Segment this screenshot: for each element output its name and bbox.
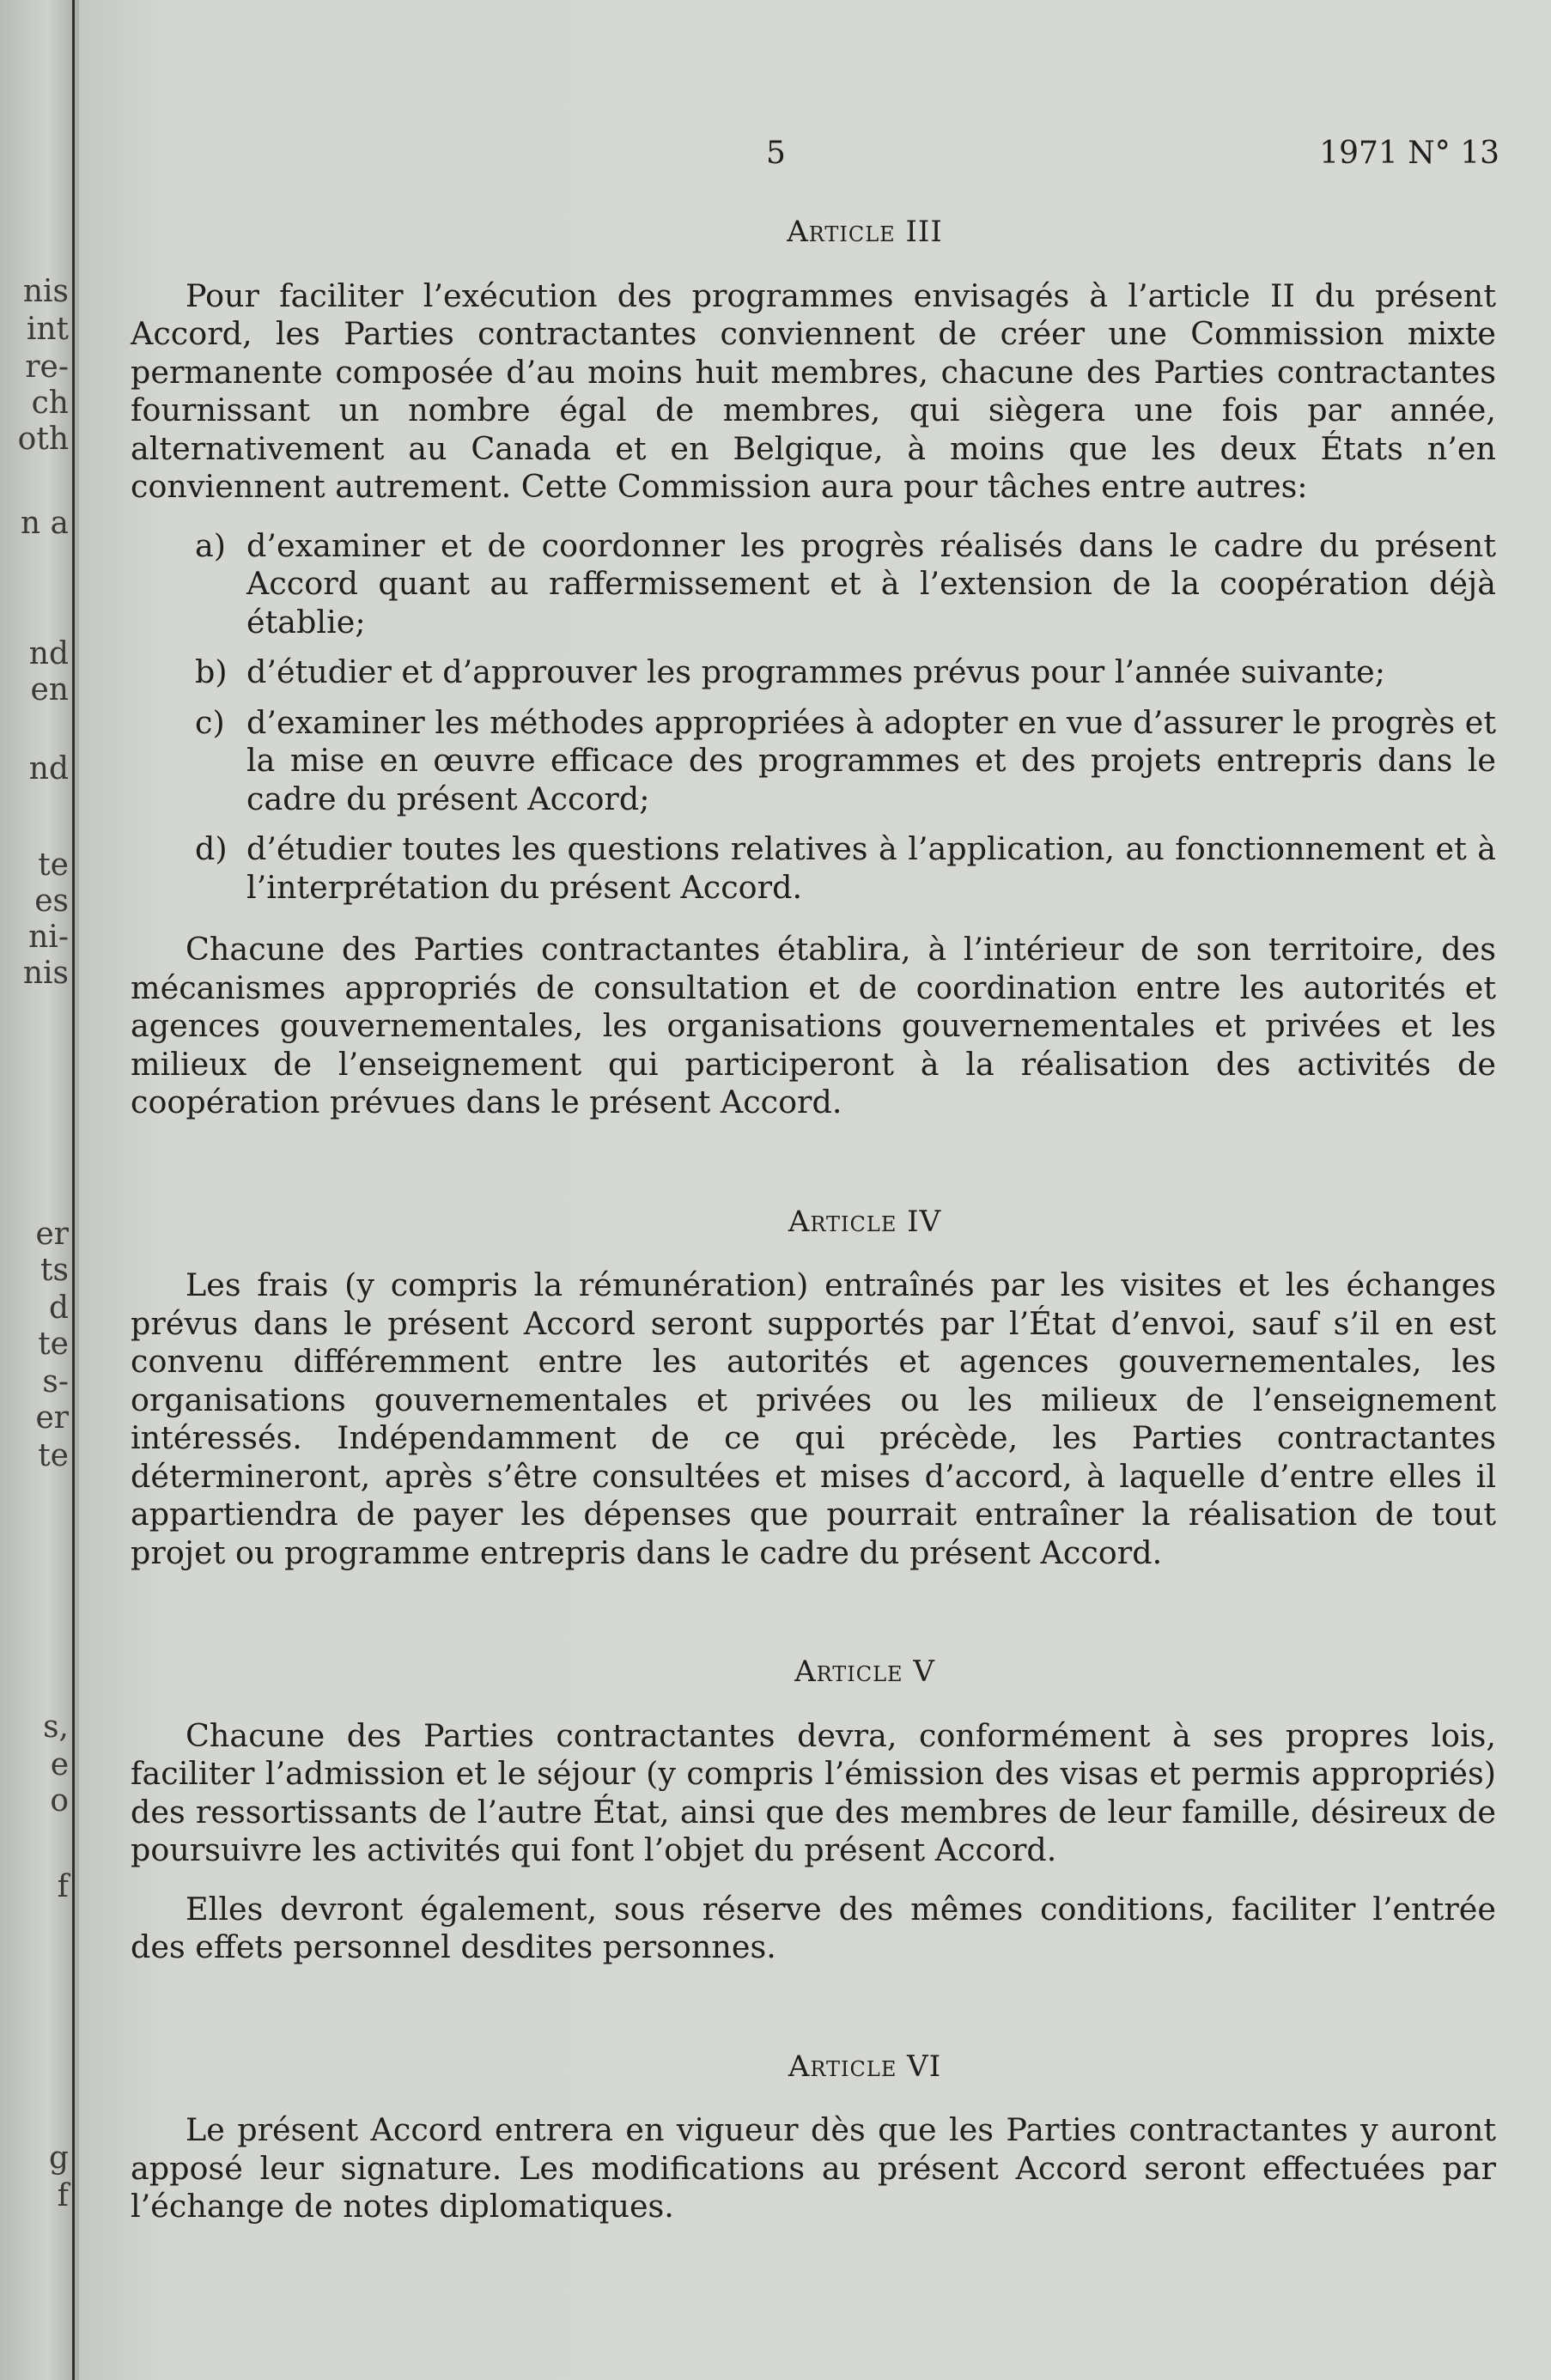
article-paragraph: Chacune des Parties contractantes établira, à l’intérieur de son territoire, des mécanismes appropriés de consultation et de coordination entre les autorités et agences gouvernementales, les organisations gouvernementales et privées et les milieux de l’enseignement qui participeront à la réalisation des activités de coopération prévues dans le présent Accord. (131, 931, 1496, 1120)
gutter-fragment: te (38, 1438, 69, 1473)
list-item: a) d’examiner et de coordonner les progrès réalisés dans le cadre du présent Accord quant au raffermissement et à l’extension de la coopération déjà établie; (195, 526, 1496, 641)
gutter-fragment: nis (22, 956, 69, 991)
gutter-fragment: te (38, 1327, 69, 1362)
task-list (131, 527, 1496, 908)
gutter-fragment: ni- (28, 920, 69, 955)
article-paragraph: Pour faciliter l’exécution des programmes envisagés à l’article II du présent Accord, les Parties contractantes conviennent de créer une Commission mixte permanente composée d’au moins huit membres, chacune des Parties contractantes fournissant un nombre égal de membres, qui siègera une fois par année, alternativement au Canada et en Belgique, à moins que les deux États n’en conviennent autrement. Cette Commission aura pour tâches entre autres: (131, 276, 1496, 505)
gutter-fragment: f (57, 1869, 69, 1904)
article-iii (131, 213, 1496, 1122)
list-item: c) d’examiner les méthodes appropriées à adopter en vue d’assurer le progrès et la mise en œuvre efficace des programmes et des projets entrepris dans le cadre du présent Accord; (195, 703, 1496, 817)
article-title: Article V (794, 1654, 935, 1689)
gutter-fragment: er (35, 1400, 69, 1436)
article-paragraph: Les frais (y compris la rémunération) entraînés par les visites et les échanges prévus dans le présent Accord seront supportés par l’État d’envoi, sauf s’il en est convenu différemment entre les autorités et agences gouvernementales, les organisations gouvernementales et privées ou les milieux de l’enseignement intéressés. Indépendamment de ce qui précède, les Parties contractantes détermineront, après s’être consultées et mises d’accord, à laquelle d’entre elles il appartiendra de payer les dépenses que pourrait entraîner la réalisation de tout projet ou programme entrepris dans le cadre du présent Accord. (131, 1266, 1496, 1571)
gutter-fragment: ts (40, 1253, 69, 1288)
gutter-fragment: oth (17, 422, 69, 457)
gutter-fragment: es (34, 883, 69, 919)
article-paragraph: Le présent Accord entrera en vigueur dès que les Parties contractantes y auront apposé leur signature. Les modifications au présent Accord seront effectuées par l’échange de notes diplomatiques. (131, 2111, 1496, 2225)
gutter-fragment: n a (20, 506, 69, 541)
list-item: d) d’étudier toutes les questions relatives à l’application, au fonctionnement et à l’interprétation du présent Accord. (195, 830, 1496, 906)
article-paragraph: Chacune des Parties contractantes devra, conformément à ses propres lois, faciliter l’admission et le séjour (y compris l’émission des visas et permis appropriés) des ressortissants de l’autre État, ainsi que des membres de leur famille, désireux de poursuivre les activités qui font l’objet du présent Accord. (131, 1716, 1496, 1868)
gutter-fragment: g (48, 2140, 69, 2176)
gutter-fragment: s, (43, 1709, 69, 1745)
gutter-fragment: er (35, 1217, 69, 1252)
article-title: Article VI (788, 2049, 942, 2084)
document-page (79, 0, 1551, 2380)
document-reference: 1971 N° 13 (1319, 136, 1499, 171)
binding-edge (72, 0, 75, 2380)
gutter-fragment: en (30, 672, 69, 707)
article-vi (131, 2048, 1496, 2226)
facing-page-gutter (0, 0, 79, 2380)
gutter-fragment: nd (28, 751, 69, 786)
article-iv (131, 1203, 1496, 1573)
article-paragraph: Elles devront également, sous réserve des mêmes conditions, faciliter l’entrée des effets personnel desdites personnes. (131, 1890, 1496, 1965)
gutter-fragment: e (50, 1747, 69, 1782)
article-title: Article III (787, 215, 943, 249)
gutter-fragment: d (48, 1290, 69, 1326)
document-body (131, 213, 1496, 2247)
article-v (131, 1653, 1496, 1967)
article-title: Article IV (788, 1204, 942, 1239)
page-number: 5 (766, 136, 786, 171)
gutter-fragment: ch (31, 386, 69, 421)
gutter-fragment: nis (22, 274, 69, 309)
list-item: b) d’étudier et d’approuver les programmes prévus pour l’année suivante; (195, 653, 1386, 690)
gutter-fragment: o (50, 1783, 69, 1818)
gutter-fragment: re- (25, 349, 69, 385)
gutter-fragment: nd (28, 636, 69, 671)
gutter-fragment: int (26, 312, 69, 347)
gutter-fragment: f (57, 2178, 69, 2213)
gutter-fragment: te (38, 847, 69, 883)
page-header (79, 136, 1551, 179)
gutter-fragment: s- (42, 1364, 69, 1399)
